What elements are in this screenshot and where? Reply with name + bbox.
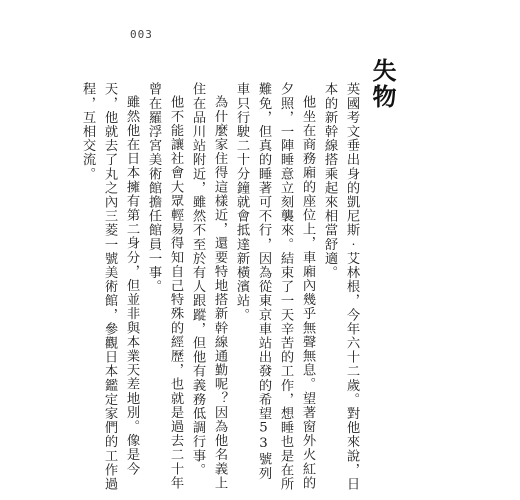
paragraph-1: 英國考文垂出身的凱尼斯‧艾林根，今年六十二歲。對他來說，日本的新幹線搭乘起來相當舒適。 (322, 82, 359, 491)
paragraph-4: 他不能讓社會大眾輕易得知自己特殊的經歷，也就是過去二十年曾在羅浮宮美術館擔任館員一事。 (146, 82, 183, 491)
chapter-title: 失物 (368, 58, 397, 110)
paragraph-2: 他坐在商務廂的座位上，車廂內幾乎無聲無息。望著窗外火紅的夕照，一陣睡意立刻襲來。結束了一天辛苦的工作，想睡也是在所難免，但真的睡著可不行，因為從東京車站出發的希望53號列車只行駛二十分鐘就會抵達新橫濱站。 (234, 82, 315, 491)
paragraph-3: 為什麼家住得這樣近，還要特地搭新幹線通勤呢？因為他名義上住在品川站附近，雖然不至於有人跟蹤，但他有義務低調行事。 (190, 82, 227, 491)
vertical-body-text (76, 82, 362, 494)
paragraph-5: 雖然他在日本擁有第二身分，但並非與本業天差地別。像是今天，他就去了丸之內三菱一號美術館，參觀日本鑑定家們的工作過程，互相交流。 (80, 82, 139, 491)
page-number: 003 (130, 28, 153, 41)
